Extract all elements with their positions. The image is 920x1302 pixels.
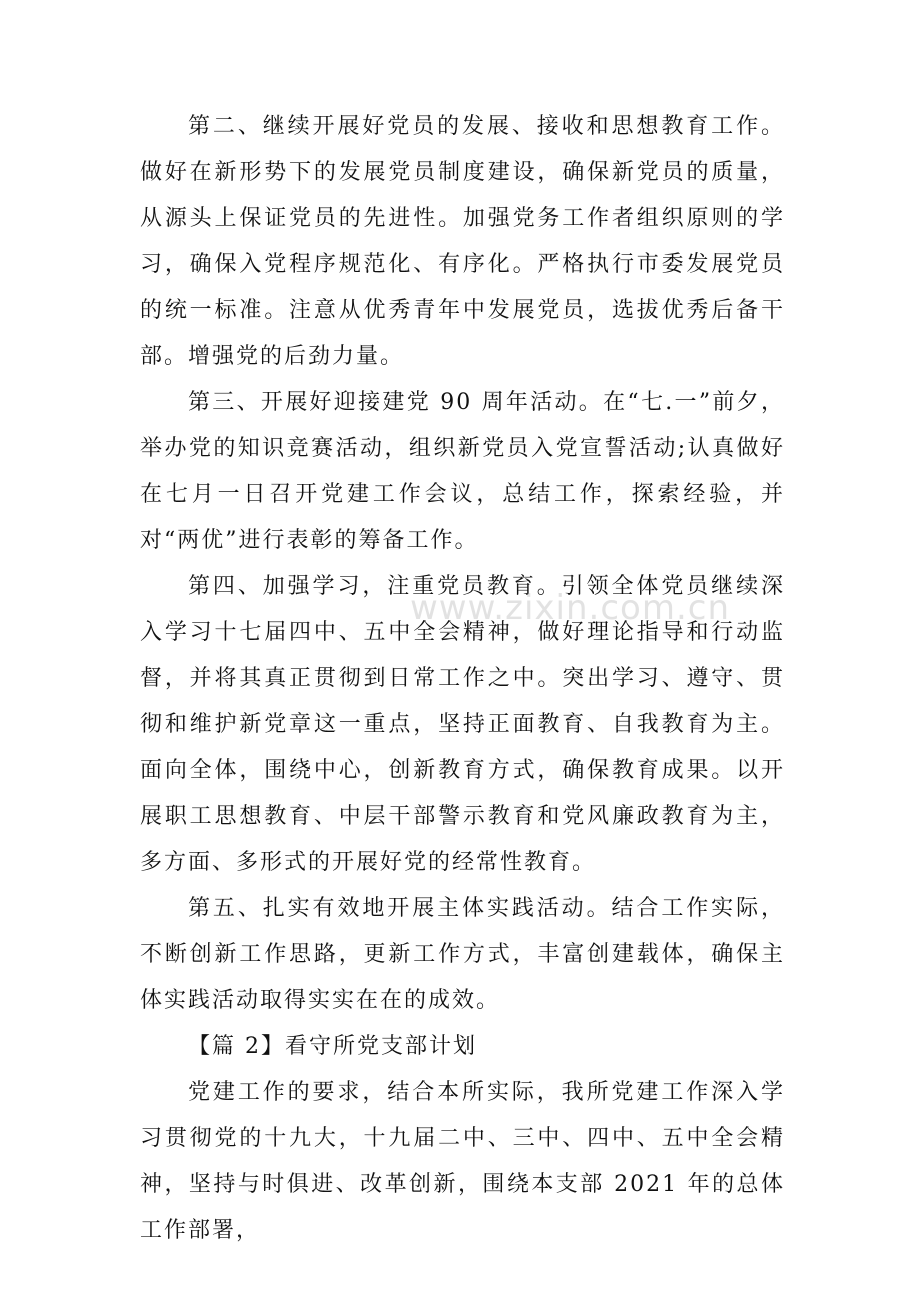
paragraph-4: 第四、加强学习，注重党员教育。引领全体党员继续深入学习十七届四中、五中全会精神，做好理论指导和行动监督，并将其真正贯彻到日常工作之中。突出学习、遵守、贯彻和维护新党章这一重点，坚持正面教育、自我教育为主。面向全体，围绕中心，创新教育方式，确保教育成果。以开展职工思想教育、中层干部警示教育和党风廉政教育为主，多方面、多形式的开展好党的经常性教育。 (140, 574, 785, 875)
document-body (140, 104, 785, 1254)
paragraph-5: 第五、扎实有效地开展主体实践活动。结合工作实际，不断创新工作思路，更新工作方式，丰富创建载体，确保主体实践活动取得实实在在的成效。 (140, 896, 785, 1013)
watermark-text: www.zixin.com.cn (410, 588, 730, 628)
section-heading: 【篇 2】看守所党支部计划 (188, 1034, 477, 1059)
paragraph-3: 第三、开展好迎接建党 90 周年活动。在“七.一”前夕，举办党的知识竞赛活动，组织新党员入党宣誓活动;认真做好在七月一日召开党建工作会议，总结工作，探索经验，并对“两优”进行表彰的筹备工作。 (140, 390, 785, 553)
paragraph-section-intro: 党建工作的要求，结合本所实际，我所党建工作深入学习贯彻党的十九大，十九届二中、三中、四中、五中全会精神，坚持与时俱进、改革创新，围绕本支部 2021 年的总体工作部署， (140, 1080, 785, 1243)
paragraph-2: 第二、继续开展好党员的发展、接收和思想教育工作。做好在新形势下的发展党员制度建设，确保新党员的质量，从源头上保证党员的先进性。加强党务工作者组织原则的学习，确保入党程序规范化、有序化。严格执行市委发展党员的统一标准。注意从优秀青年中发展党员，选拔优秀后备干部。增强党的后劲力量。 (140, 114, 785, 369)
